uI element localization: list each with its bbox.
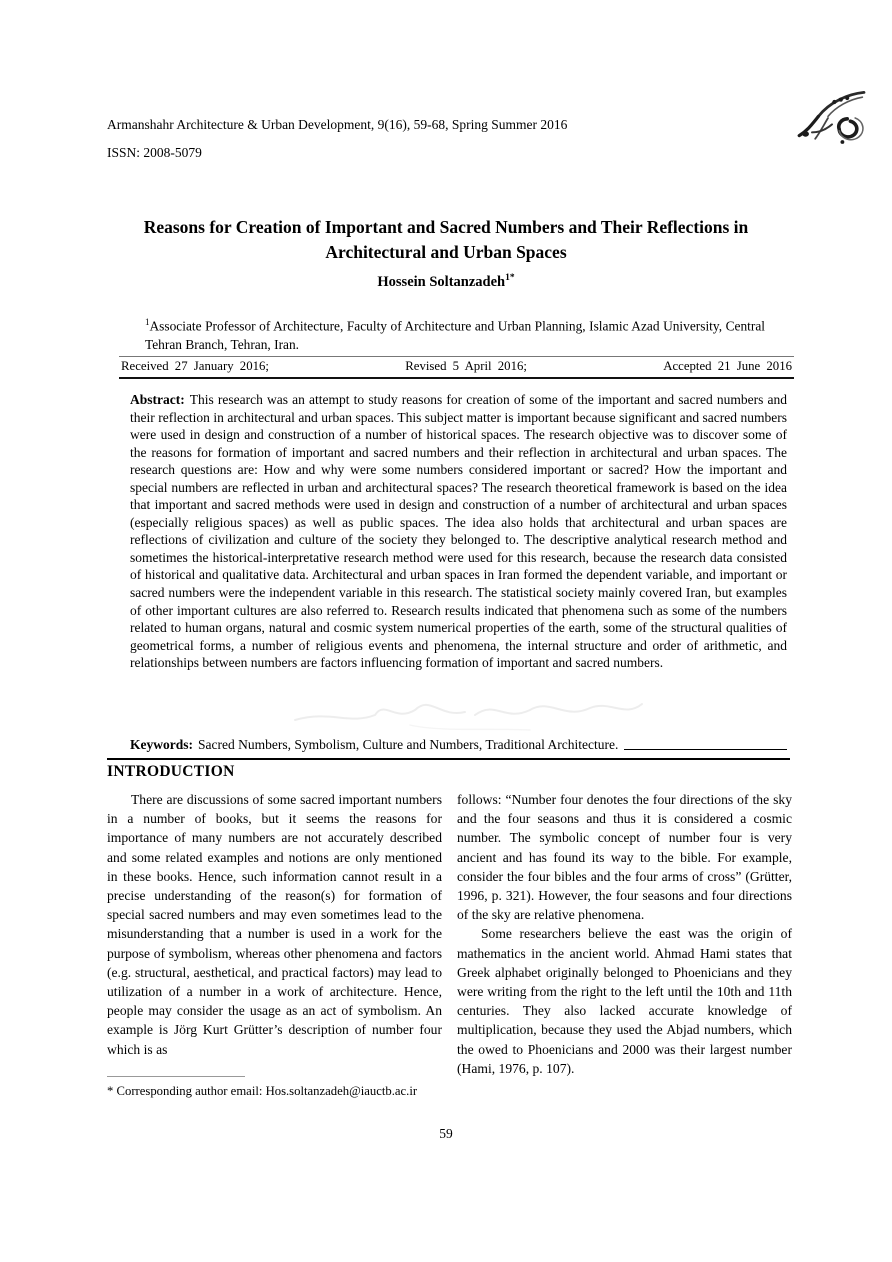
keywords-trailing-rule: [624, 749, 787, 750]
abstract-label: Abstract:: [130, 392, 185, 407]
revised-date: Revised 5 April 2016;: [405, 359, 527, 373]
introduction-heading: INTRODUCTION: [107, 763, 235, 780]
body-paragraph: Some researchers believe the east was the origin of mathematics in the ancient world. Ahmad Hami states that Greek alphabet originally belonged to Phoenicians and they were writing from the right to the left until the 10th and 11th centuries. They also lacked accurate knowledge of multiplication, because they used the Abjad numbers, which the owed to Phoenicians and 2000 was their largest number (Hami, 1976, p. 107).: [457, 926, 792, 1076]
author-name-text: Hossein Soltanzadeh: [377, 273, 506, 290]
section-divider-rule: [107, 758, 790, 760]
abstract-paragraph: [130, 391, 787, 672]
keywords-row: [130, 737, 787, 753]
submission-dates-row: [119, 356, 794, 379]
corresponding-author-footnote: * Corresponding author email: Hos.soltanzadeh@iauctb.ac.ir: [107, 1084, 418, 1098]
accepted-date: Accepted 21 June 2016: [663, 359, 792, 373]
body-two-columns: [107, 790, 792, 1078]
article-title: Reasons for Creation of Important and Sacred Numbers and Their Reflections in Architectural and Urban Spaces: [143, 217, 749, 262]
abstract-text: This research was an attempt to study reasons for creation of some of the important and sacred numbers and their reflection in architectural and urban spaces. This subject matter is important because significant and sacred numbers were used in design and construction of a number of historical spaces. The research objective was to discover some of the reasons for formation of important and sacred numbers and their reflection in architectural and urban spaces. The research questions are: How and why were some numbers considered important or sacred? How the important and special numbers are reflected in urban and architectural spaces? The research theoretical framework is based on the idea that important and sacred methods were used in design and construction of a number of architectural and urban spaces (especially religious spaces) as well as public spaces. The idea also holds that architectural and urban spaces are reflections of civilization and culture of the society they belonged to. The descriptive analytical research method and sometimes the historical-interpretative research method were used for this research, because the research data consisted of historical and qualitative data. Architectural and urban spaces in Iran formed the dependent variable, and important or sacred numbers were the independent variable in this research. The statistical society mainly covered Iran, but examples of other important cultures are also referred to. Research results indicated that phenomena such as some of the numbers related to human organs, natural and cosmic system numerical properties of the earth, some of the structural qualities of geometrical forms, a number of religious events and phenomena, the internal structure and order of arithmetic, and relationships between numbers are factors influencing formation of important and sacred numbers.: [130, 392, 787, 671]
journal-citation-line: Armanshahr Architecture & Urban Development, 9(16), 59-68, Spring Summer 2016: [107, 117, 568, 132]
armanshahr-calligraphy-logo-icon: [788, 86, 868, 150]
keywords-line: [130, 737, 618, 753]
keywords-text: Sacred Numbers, Symbolism, Culture and Numbers, Traditional Architecture.: [198, 737, 619, 752]
received-date: Received 27 January 2016;: [121, 359, 269, 373]
keywords-label: Keywords:: [130, 737, 193, 752]
author-superscript: 1*: [505, 273, 515, 283]
author-affiliation: [145, 313, 765, 354]
issn-line: ISSN: 2008-5079: [107, 145, 202, 160]
author-name: [98, 273, 794, 291]
page-number: 59: [439, 1126, 453, 1141]
body-paragraph: follows: “Number four denotes the four directions of the sky and the four seasons and thus it is considered a cosmic number. The symbolic concept of number four is very ancient and has found its way to the bible. For example, consider the four bibles and the four arms of cross” (Grütter, 1996, p. 321). However, the four seasons and four directions of the sky are relative phenomena.: [457, 792, 792, 923]
right-column: [457, 790, 792, 1078]
footnote-rule: [107, 1076, 245, 1077]
affiliation-superscript: 1: [145, 317, 150, 327]
affiliation-text: Associate Professor of Architecture, Faculty of Architecture and Urban Planning, Islamic Azad University, Central Tehran Branch, Tehran, Iran.: [145, 318, 765, 352]
body-paragraph: There are discussions of some sacred important numbers in a number of books, but it seems the reasons for importance of many numbers are not accurately described and some related examples and notions are only mentioned in these books. Hence, such information cannot result in a precise understanding of the reason(s) for formation of special sacred numbers and may even sometimes lead to the misunderstanding that a number is used in a work for the purpose of symbolism, whereas other phenomena and factors (e.g. structural, aesthetical, and practical factors) may lead to utilization of a number in a work of architecture. Hence, people may consider the usage as an act of symbolism. An example is Jörg Kurt Grütter’s description of number four which is as: [107, 792, 442, 1057]
left-column: [107, 790, 442, 1078]
calligraphy-watermark: [290, 670, 650, 745]
